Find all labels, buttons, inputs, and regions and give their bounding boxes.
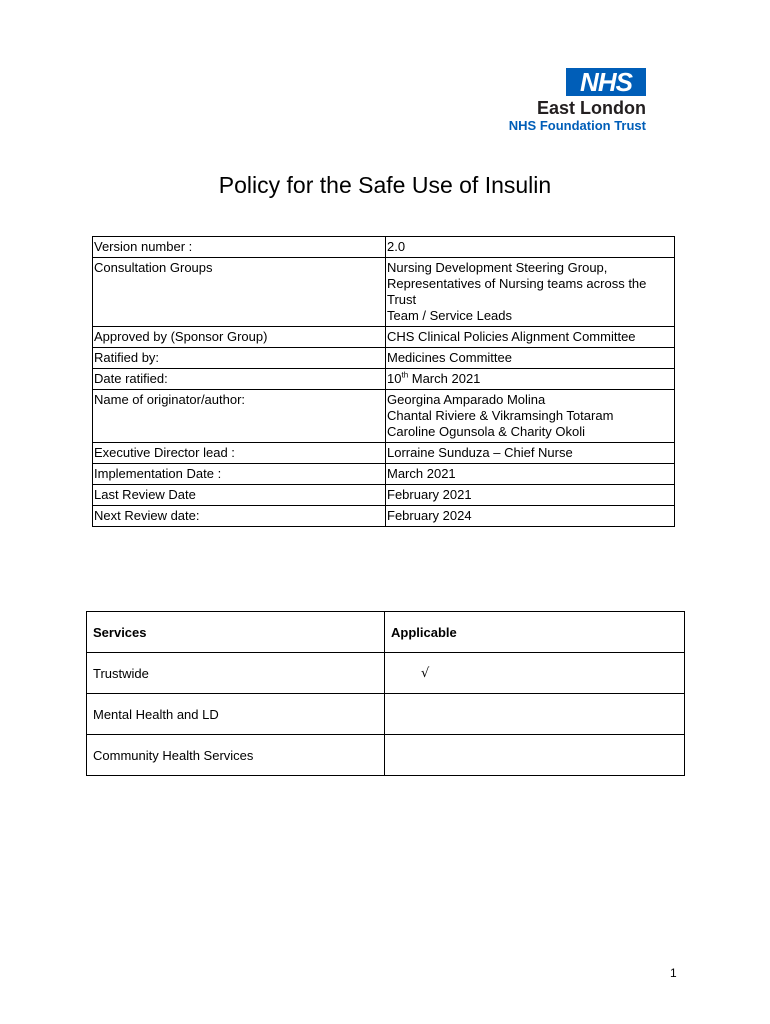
table-row [93, 348, 675, 369]
table-row [93, 443, 675, 464]
meta-key: Date ratified: [93, 369, 386, 390]
meta-value: 10th March 2021 [386, 369, 675, 390]
table-row [93, 390, 675, 443]
meta-value: February 2021 [386, 485, 675, 506]
meta-key: Approved by (Sponsor Group) [93, 327, 386, 348]
table-row [87, 735, 685, 776]
meta-value: CHS Clinical Policies Alignment Committee [386, 327, 675, 348]
logo-org-subtitle: NHS Foundation Trust [508, 118, 646, 133]
table-row [93, 327, 675, 348]
table-row [87, 653, 685, 694]
table-row [93, 485, 675, 506]
meta-key: Version number : [93, 237, 386, 258]
document-title: Policy for the Safe Use of Insulin [218, 172, 552, 198]
table-row [93, 464, 675, 485]
service-applicable [385, 735, 685, 776]
nhs-logo [490, 68, 650, 134]
meta-key: Next Review date: [93, 506, 386, 527]
meta-key: Last Review Date [93, 485, 386, 506]
meta-value: Nursing Development Steering Group, Representatives of Nursing teams across the Trust Team / Service Leads [386, 258, 675, 327]
meta-key: Consultation Groups [93, 258, 386, 327]
table-row [87, 694, 685, 735]
service-name: Mental Health and LD [87, 694, 385, 735]
nhs-logo-mark: NHS [566, 68, 646, 96]
meta-value: Georgina Amparado Molina Chantal Riviere & Vikramsingh Totaram Caroline Ogunsola & Charity Okoli [386, 390, 675, 443]
table-row [93, 258, 675, 327]
table-row [93, 369, 675, 390]
meta-value: February 2024 [386, 506, 675, 527]
service-applicable [385, 694, 685, 735]
meta-key: Executive Director lead : [93, 443, 386, 464]
column-header-applicable: Applicable [385, 612, 685, 653]
document-metadata-table [92, 236, 675, 527]
table-row [93, 237, 675, 258]
service-applicable [385, 653, 685, 694]
meta-key: Name of originator/author: [93, 390, 386, 443]
column-header-services: Services [87, 612, 385, 653]
logo-org-name: East London [537, 98, 646, 118]
service-name: Trustwide [87, 653, 385, 694]
meta-value: March 2021 [386, 464, 675, 485]
table-row [93, 506, 675, 527]
meta-value: Lorraine Sunduza – Chief Nurse [386, 443, 675, 464]
check-mark-icon: √ [421, 666, 430, 681]
services-applicability-table [86, 611, 685, 776]
service-name: Community Health Services [87, 735, 385, 776]
meta-value: 2.0 [386, 237, 675, 258]
meta-key: Implementation Date : [93, 464, 386, 485]
table-header-row [87, 612, 685, 653]
meta-key: Ratified by: [93, 348, 386, 369]
meta-value: Medicines Committee [386, 348, 675, 369]
page-number: 1 [670, 966, 677, 980]
